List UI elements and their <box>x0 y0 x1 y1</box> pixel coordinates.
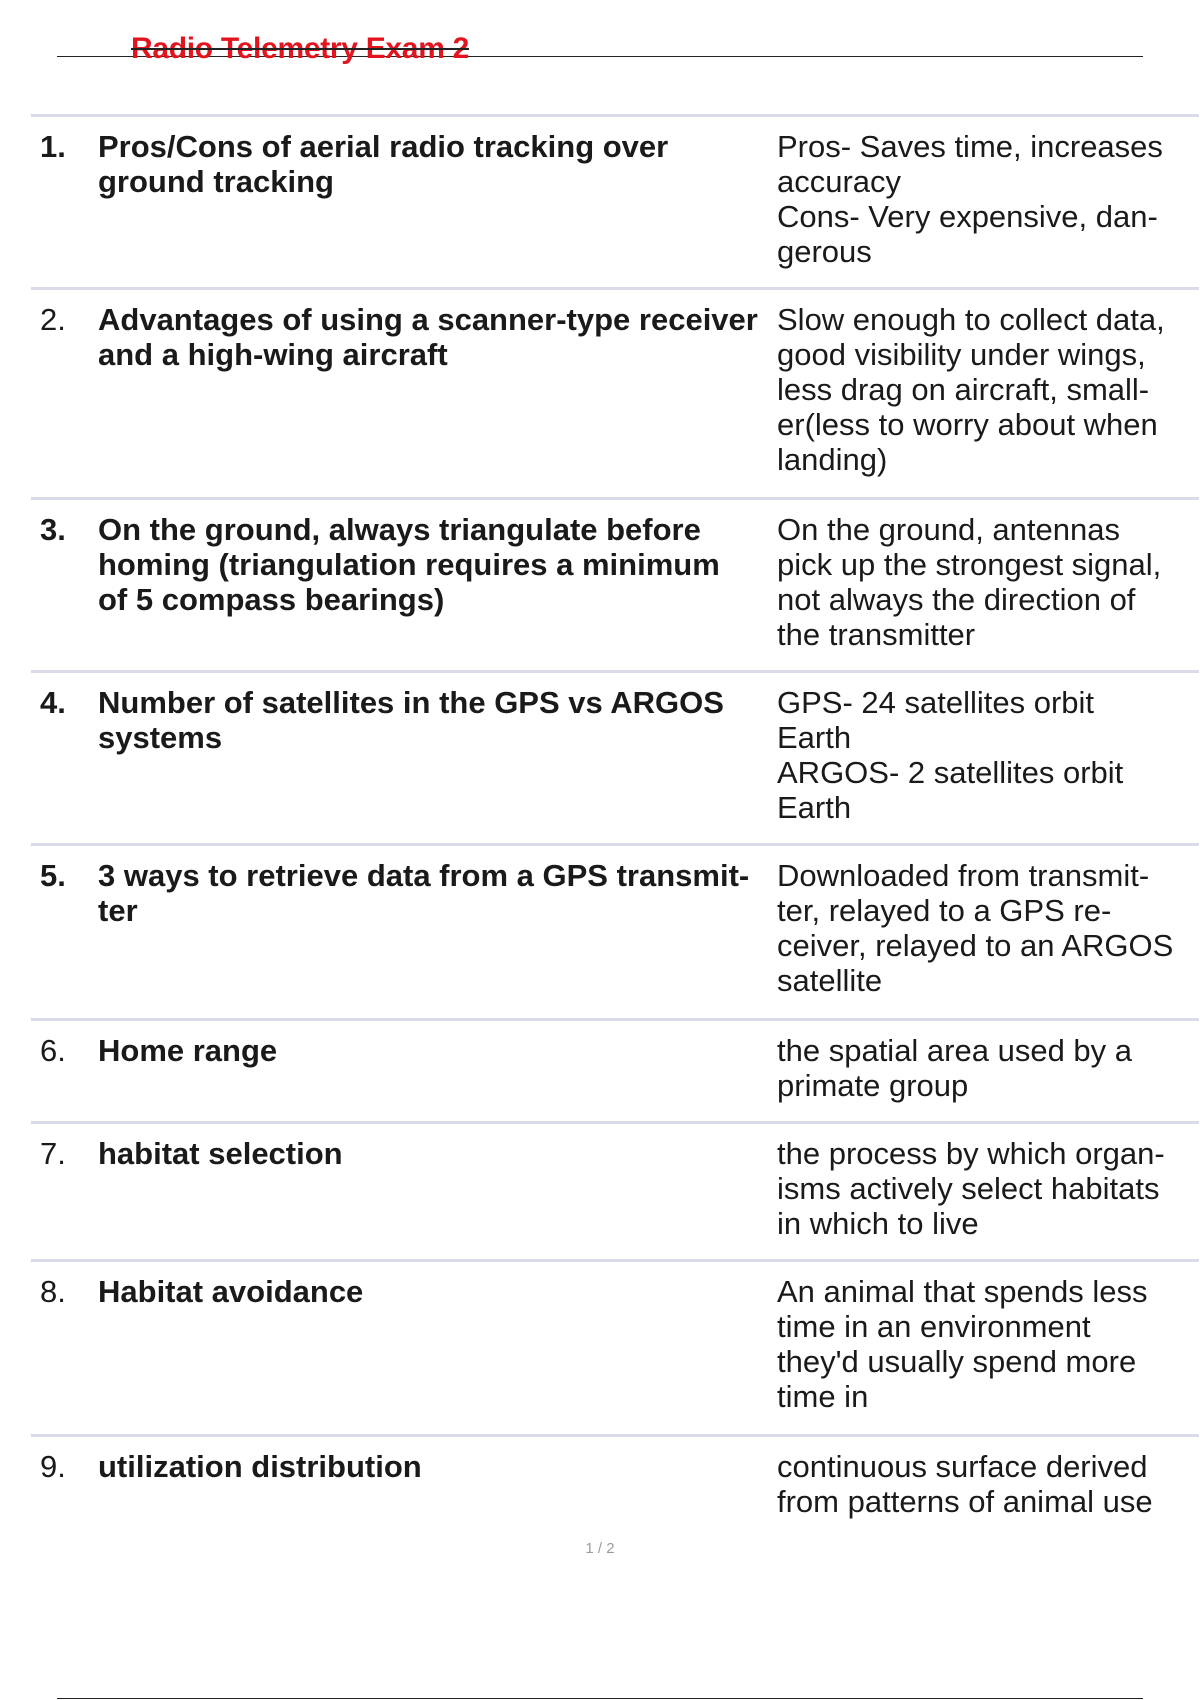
card-number: 5. <box>40 858 66 893</box>
card-number: 3. <box>40 512 66 547</box>
card-term: utilization distribution <box>98 1449 422 1484</box>
flashcard-row <box>31 1018 1199 1121</box>
card-term: Habitat avoidance <box>98 1274 364 1309</box>
flashcard-list <box>31 114 1199 1534</box>
footer-rule <box>57 1698 1143 1699</box>
card-term: Number of satellites in the GPS vs ARGOS systems <box>98 685 724 755</box>
card-term: On the ground, always triangulate before homing (triangulation requires a minimum of 5 compass bearings) <box>98 512 720 617</box>
card-definition: Pros- Saves time, increases accuracy Cons- Very expensive, dan- gerous <box>777 129 1163 269</box>
card-number: 1. <box>40 129 66 164</box>
flashcard-row <box>31 1434 1199 1534</box>
card-number: 4. <box>40 685 66 720</box>
flashcard-row <box>31 843 1199 1018</box>
card-number: 7. <box>40 1136 66 1171</box>
card-definition: Downloaded from transmit- ter, relayed to a GPS re- ceiver, relayed to an ARGOS satellite <box>777 858 1174 998</box>
card-definition: continuous surface derived from patterns of animal use <box>777 1449 1153 1519</box>
card-definition: GPS- 24 satellites orbit Earth ARGOS- 2 satellites orbit Earth <box>777 685 1124 825</box>
card-number: 6. <box>40 1033 66 1068</box>
flashcard-row <box>31 497 1199 670</box>
card-definition: the process by which organ- isms actively select habitats in which to live <box>777 1136 1165 1241</box>
card-definition: On the ground, antennas pick up the strongest signal, not always the direction of the transmitter <box>777 512 1162 652</box>
card-term: habitat selection <box>98 1136 343 1171</box>
card-term: Home range <box>98 1033 278 1068</box>
flashcard-row <box>31 1121 1199 1259</box>
flashcard-row <box>31 1259 1199 1434</box>
flashcard-row <box>31 114 1199 287</box>
card-number: 2. <box>40 302 66 337</box>
card-term: Advantages of using a scanner-type receiver and a high-wing aircraft <box>98 302 758 372</box>
flashcard-row <box>31 670 1199 843</box>
card-definition: the spatial area used by a primate group <box>777 1033 1133 1103</box>
card-term: Pros/Cons of aerial radio tracking over ground tracking <box>98 129 669 199</box>
card-number: 8. <box>40 1274 66 1309</box>
card-definition: Slow enough to collect data, good visibility under wings, less drag on aircraft, small- er(less to worry about when landing) <box>777 302 1165 477</box>
card-definition: An animal that spends less time in an environment they'd usually spend more time in <box>777 1274 1148 1414</box>
flashcard-row <box>31 287 1199 497</box>
card-term: 3 ways to retrieve data from a GPS transmit- ter <box>98 858 750 928</box>
card-number: 9. <box>40 1449 66 1484</box>
page-indicator: 1 / 2 <box>585 1540 615 1557</box>
document-title: Radio Telemetry Exam 2 <box>131 32 469 65</box>
